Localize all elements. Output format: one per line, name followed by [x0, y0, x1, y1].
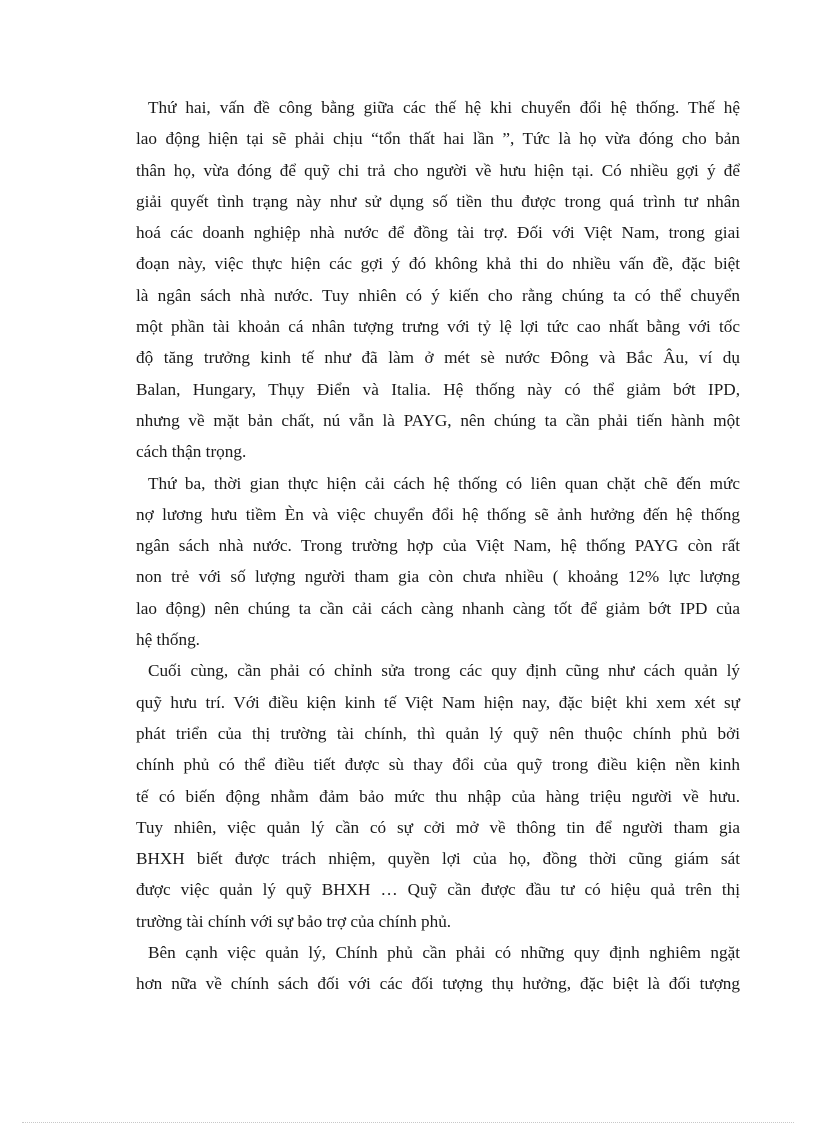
text-line: Cuối cùng, cần phải có chỉnh sửa trong các quy định cũng như cách quản lý [148, 661, 740, 681]
text-line: non trẻ với số lượng người tham gia còn chưa nhiều ( khoảng 12% lực lượng [136, 567, 740, 587]
text-line: là ngân sách nhà nước. Tuy nhiên có ý kiến cho rằng chúng ta có thể chuyển [136, 285, 740, 305]
text-line: thân họ, vừa đóng để quỹ chi trả cho người về hưu hiện tại. Có nhiều gợi ý để [136, 160, 740, 180]
text-line: quỹ hưu trí. Với điều kiện kinh tế Việt Nam hiện nay, đặc biệt khi xem xét sự [136, 692, 740, 712]
text-line: nợ lương hưu tiềm Èn và việc chuyển đổi hệ thống sẽ ảnh hưởng đến hệ thống [136, 504, 740, 524]
text-line: độ tăng trưởng kinh tế như đã làm ở mét sè nước Đông và Bắc Âu, ví dụ [136, 348, 740, 368]
body-text [136, 92, 740, 1000]
text-line: Tuy nhiên, việc quản lý cần có sự cởi mở về thông tin để người tham gia [136, 817, 740, 837]
text-line: Bên cạnh việc quản lý, Chính phủ cần phải có những quy định nghiêm ngặt [148, 943, 740, 963]
text-line: một phần tài khoản cá nhân tượng trưng với tỷ lệ lợi tức cao nhất bằng với tốc [136, 317, 740, 337]
text-line: được việc quản lý quỹ BHXH … Quỹ cần được đầu tư có hiệu quả trên thị [136, 880, 740, 900]
paragraph-third-issue [136, 468, 740, 656]
text-line: lao động) nên chúng ta cần cải cách càng nhanh càng tốt để giảm bớt IPD của [136, 598, 740, 618]
paragraph-finally [136, 655, 740, 937]
text-line: trường tài chính với sự bảo trợ của chính phủ. [136, 911, 452, 931]
text-line: đoạn này, việc thực hiện các gợi ý đó không khả thi do nhiều vấn đề, đặc biệt [136, 254, 740, 274]
text-line: hơn nữa về chính sách đối với các đối tượng thụ hưởng, đặc biệt là đối tượng [136, 974, 740, 994]
text-line: nhưng về mặt bản chất, nú vẫn là PAYG, nên chúng ta cần phải tiến hành một [136, 410, 740, 430]
text-line: chính phủ có thể điều tiết được sù thay đổi của quỹ trong điều kiện nền kinh [136, 755, 740, 775]
text-line: giải quyết tình trạng này như sử dụng số tiền thu được trong quá trình tư nhân [136, 191, 740, 211]
text-line: BHXH biết được trách nhiệm, quyền lợi của họ, đồng thời cũng giám sát [136, 849, 740, 869]
text-line: lao động hiện tại sẽ phải chịu “tổn thất hai lần ”, Tức là họ vừa đóng cho bản [136, 129, 740, 149]
text-line: Thứ ba, thời gian thực hiện cải cách hệ thống có liên quan chặt chẽ đến mức [148, 473, 740, 493]
text-line: ngân sách nhà nước. Trong trường hợp của Việt Nam, hệ thống PAYG còn rất [136, 536, 740, 556]
text-line: Balan, Hungary, Thụy Điển và Italia. Hệ thống này có thể giảm bớt IPD, [136, 379, 740, 399]
paragraph-second-issue [136, 92, 740, 468]
paragraph-besides-management [136, 937, 740, 1000]
text-line: cách thận trọng. [136, 442, 247, 462]
text-line: hệ thống. [136, 630, 200, 650]
text-line: hoá các doanh nghiệp nhà nước để đồng tài trợ. Đối với Việt Nam, trong giai [136, 223, 740, 243]
text-line: Thứ hai, vấn đề công bằng giữa các thế hệ khi chuyển đổi hệ thống. Thế hệ [148, 98, 740, 117]
text-line: tế có biến động nhằm đảm bảo mức thu nhập của hàng triệu người về hưu. [136, 786, 740, 806]
text-line: phát triển của thị trường tài chính, thì quản lý quỹ nên thuộc chính phủ bởi [136, 723, 740, 743]
